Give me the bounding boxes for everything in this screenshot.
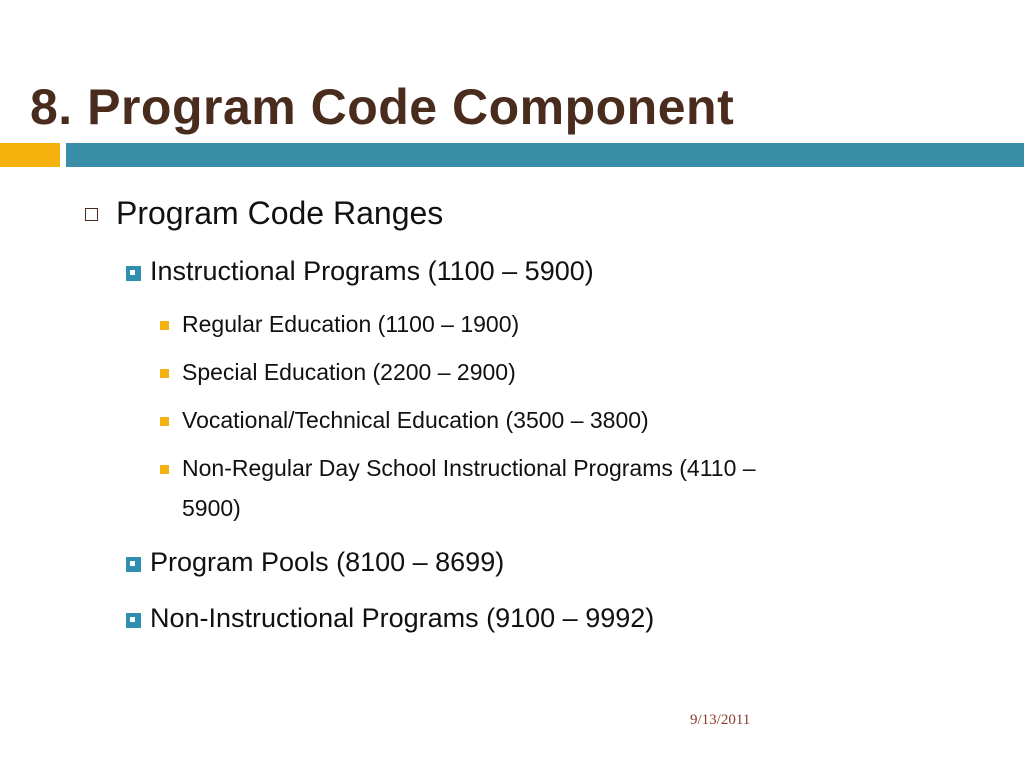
filled-square-bullet-icon bbox=[160, 321, 169, 330]
filled-square-bullet-icon bbox=[160, 465, 169, 474]
filled-square-bullet-icon bbox=[160, 369, 169, 378]
square-bullet-icon bbox=[126, 266, 141, 281]
program-pools-item: Program Pools (8100 – 8699) bbox=[150, 547, 505, 577]
square-bullet-icon bbox=[126, 557, 141, 572]
non-regular-programs-item: Non-Regular Day School Instructional Programs (4110 – bbox=[182, 455, 756, 481]
non-regular-programs-item-continued: 5900) bbox=[182, 495, 241, 521]
square-bullet-icon bbox=[126, 613, 141, 628]
special-education-item: Special Education (2200 – 2900) bbox=[182, 359, 516, 385]
filled-square-bullet-icon bbox=[160, 417, 169, 426]
hollow-square-bullet-icon bbox=[85, 208, 98, 221]
regular-education-item: Regular Education (1100 – 1900) bbox=[182, 311, 520, 337]
footer-date: 9/13/2011 bbox=[690, 712, 751, 728]
outline-heading: Program Code Ranges bbox=[116, 195, 444, 231]
slide-title: 8. Program Code Component bbox=[30, 79, 735, 135]
instructional-programs-item: Instructional Programs (1100 – 5900) bbox=[150, 256, 594, 286]
vocational-education-item: Vocational/Technical Education (3500 – 3800) bbox=[182, 407, 649, 433]
non-instructional-programs-item: Non-Instructional Programs (9100 – 9992) bbox=[150, 603, 655, 633]
